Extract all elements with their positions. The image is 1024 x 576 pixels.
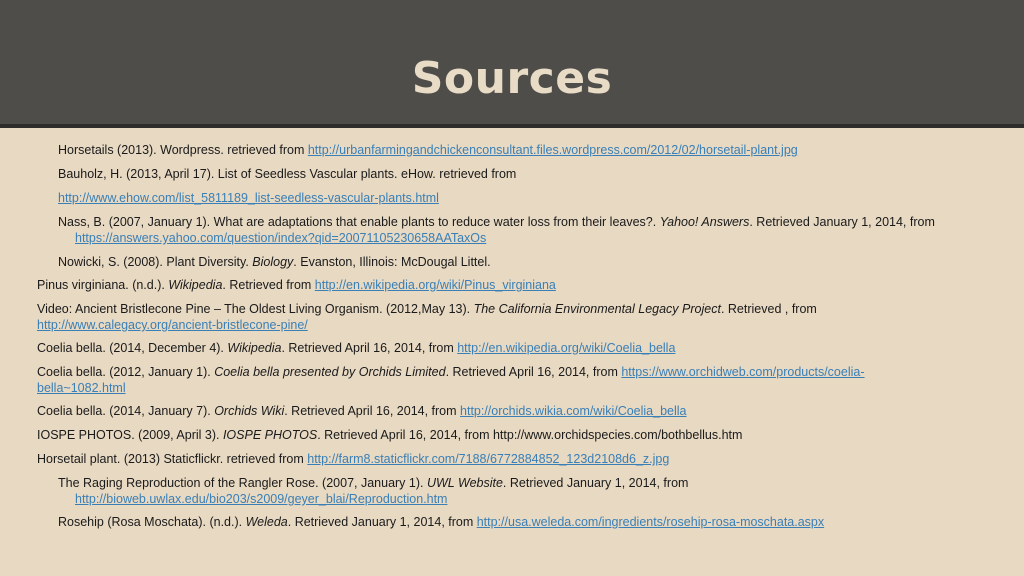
reference-horsetails: [58, 142, 798, 158]
reference-link[interactable]: http://usa.weleda.com/ingredients/rosehip-rosa-moschata.aspx: [476, 515, 825, 529]
page-title: Sources: [411, 53, 613, 104]
reference-pinus-virginiana: [37, 277, 556, 293]
reference-source: Yahoo! Answers: [659, 215, 750, 229]
reference-text-tail: . Retrieved January 1, 2014, from: [502, 476, 689, 490]
reference-coelia-bella-orchidweb: [37, 364, 865, 396]
reference-text: IOSPE PHOTOS. (2009, April 3).: [37, 428, 223, 442]
reference-horsetail-plant: [37, 451, 669, 467]
reference-text: Nass, B. (2007, January 1). What are adaptations that enable plants to reduce water loss from their leaves?.: [58, 215, 660, 229]
reference-text: Coelia bella. (2014, January 7).: [37, 404, 215, 418]
reference-text: Horsetail plant. (2013) Staticflickr. retrieved from: [37, 452, 308, 466]
reference-link[interactable]: http://bioweb.uwlax.edu/bio203/s2009/geyer_blai/Reproduction.htm: [75, 492, 448, 506]
reference-text-tail: . Retrieved April 16, 2014, from: [281, 341, 458, 355]
reference-source: Wikipedia: [168, 278, 223, 292]
reference-text: Pinus virginiana. (n.d.).: [37, 278, 169, 292]
reference-link[interactable]: http://en.wikipedia.org/wiki/Pinus_virginiana: [314, 278, 556, 292]
reference-ehow-link: [58, 190, 439, 206]
reference-source: Weleda: [245, 515, 288, 529]
reference-text-tail: . Retrieved April 16, 2014, from http://www.orchidspecies.com/bothbellus.htm: [317, 428, 743, 442]
reference-link[interactable]: http://en.wikipedia.org/wiki/Coelia_bella: [457, 341, 676, 355]
reference-source: The California Environmental Legacy Project: [473, 302, 721, 316]
reference-text: Coelia bella. (2012, January 1).: [37, 365, 215, 379]
reference-link[interactable]: http://www.ehow.com/list_5811189_list-seedless-vascular-plants.html: [58, 191, 439, 205]
reference-coelia-bella-wikipedia: [37, 340, 675, 356]
reference-link[interactable]: http://urbanfarmingandchickenconsultant.files.wordpress.com/2012/02/horsetail-plant.jpg: [307, 143, 798, 157]
reference-text-tail: . Retrieved April 16, 2014, from: [445, 365, 622, 379]
reference-nass: [58, 214, 935, 246]
reference-source: Wikipedia: [227, 341, 282, 355]
reference-source: IOSPE PHOTOS: [222, 428, 318, 442]
reference-text: Coelia bella. (2014, December 4).: [37, 341, 228, 355]
reference-source: Coelia bella presented by Orchids Limited: [214, 365, 446, 379]
reference-link[interactable]: https://www.orchidweb.com/products/coelia-: [621, 365, 865, 379]
reference-rangler-rose: [58, 475, 688, 507]
reference-text: Bauholz, H. (2013, April 17). List of Seedless Vascular plants. eHow. retrieved from: [58, 167, 517, 181]
reference-text: The Raging Reproduction of the Rangler Rose. (2007, January 1).: [58, 476, 427, 490]
reference-text-tail: . Retrieved January 1, 2014, from: [749, 215, 935, 229]
reference-text: Video: Ancient Bristlecone Pine – The Oldest Living Organism. (2012,May 13).: [37, 302, 474, 316]
reference-text: Rosehip (Rosa Moschata). (n.d.).: [58, 515, 246, 529]
reference-link[interactable]: http://www.calegacy.org/ancient-bristlecone-pine/: [37, 318, 308, 332]
reference-bauholz: [58, 166, 516, 182]
reference-text-tail: . Retrieved from: [222, 278, 315, 292]
reference-bristlecone-pine: [37, 301, 817, 333]
reference-source: Biology: [252, 255, 294, 269]
reference-source: UWL Website: [426, 476, 503, 490]
reference-text-tail: . Retrieved April 16, 2014, from: [284, 404, 461, 418]
reference-rosehip: [58, 514, 824, 530]
reference-text-tail: . Retrieved , from: [720, 302, 817, 316]
reference-source: Orchids Wiki: [214, 404, 285, 418]
reference-coelia-bella-orchids-wiki: [37, 403, 687, 419]
reference-text: Horsetails (2013). Wordpress. retrieved from: [58, 143, 308, 157]
reference-link[interactable]: https://answers.yahoo.com/question/index?qid=20071105230658AATaxOs: [75, 231, 487, 245]
reference-iospe-photos: [37, 427, 742, 443]
reference-link[interactable]: http://orchids.wikia.com/wiki/Coelia_bella: [460, 404, 687, 418]
reference-link-continued[interactable]: bella~1082.html: [37, 381, 126, 395]
reference-link[interactable]: http://farm8.staticflickr.com/7188/6772884852_123d2108d6_z.jpg: [307, 452, 670, 466]
reference-nowicki: [58, 254, 491, 270]
reference-text: Nowicki, S. (2008). Plant Diversity.: [58, 255, 253, 269]
reference-text-tail: . Evanston, Illinois: McDougal Littel.: [293, 255, 491, 269]
reference-text-tail: . Retrieved January 1, 2014, from: [287, 515, 477, 529]
